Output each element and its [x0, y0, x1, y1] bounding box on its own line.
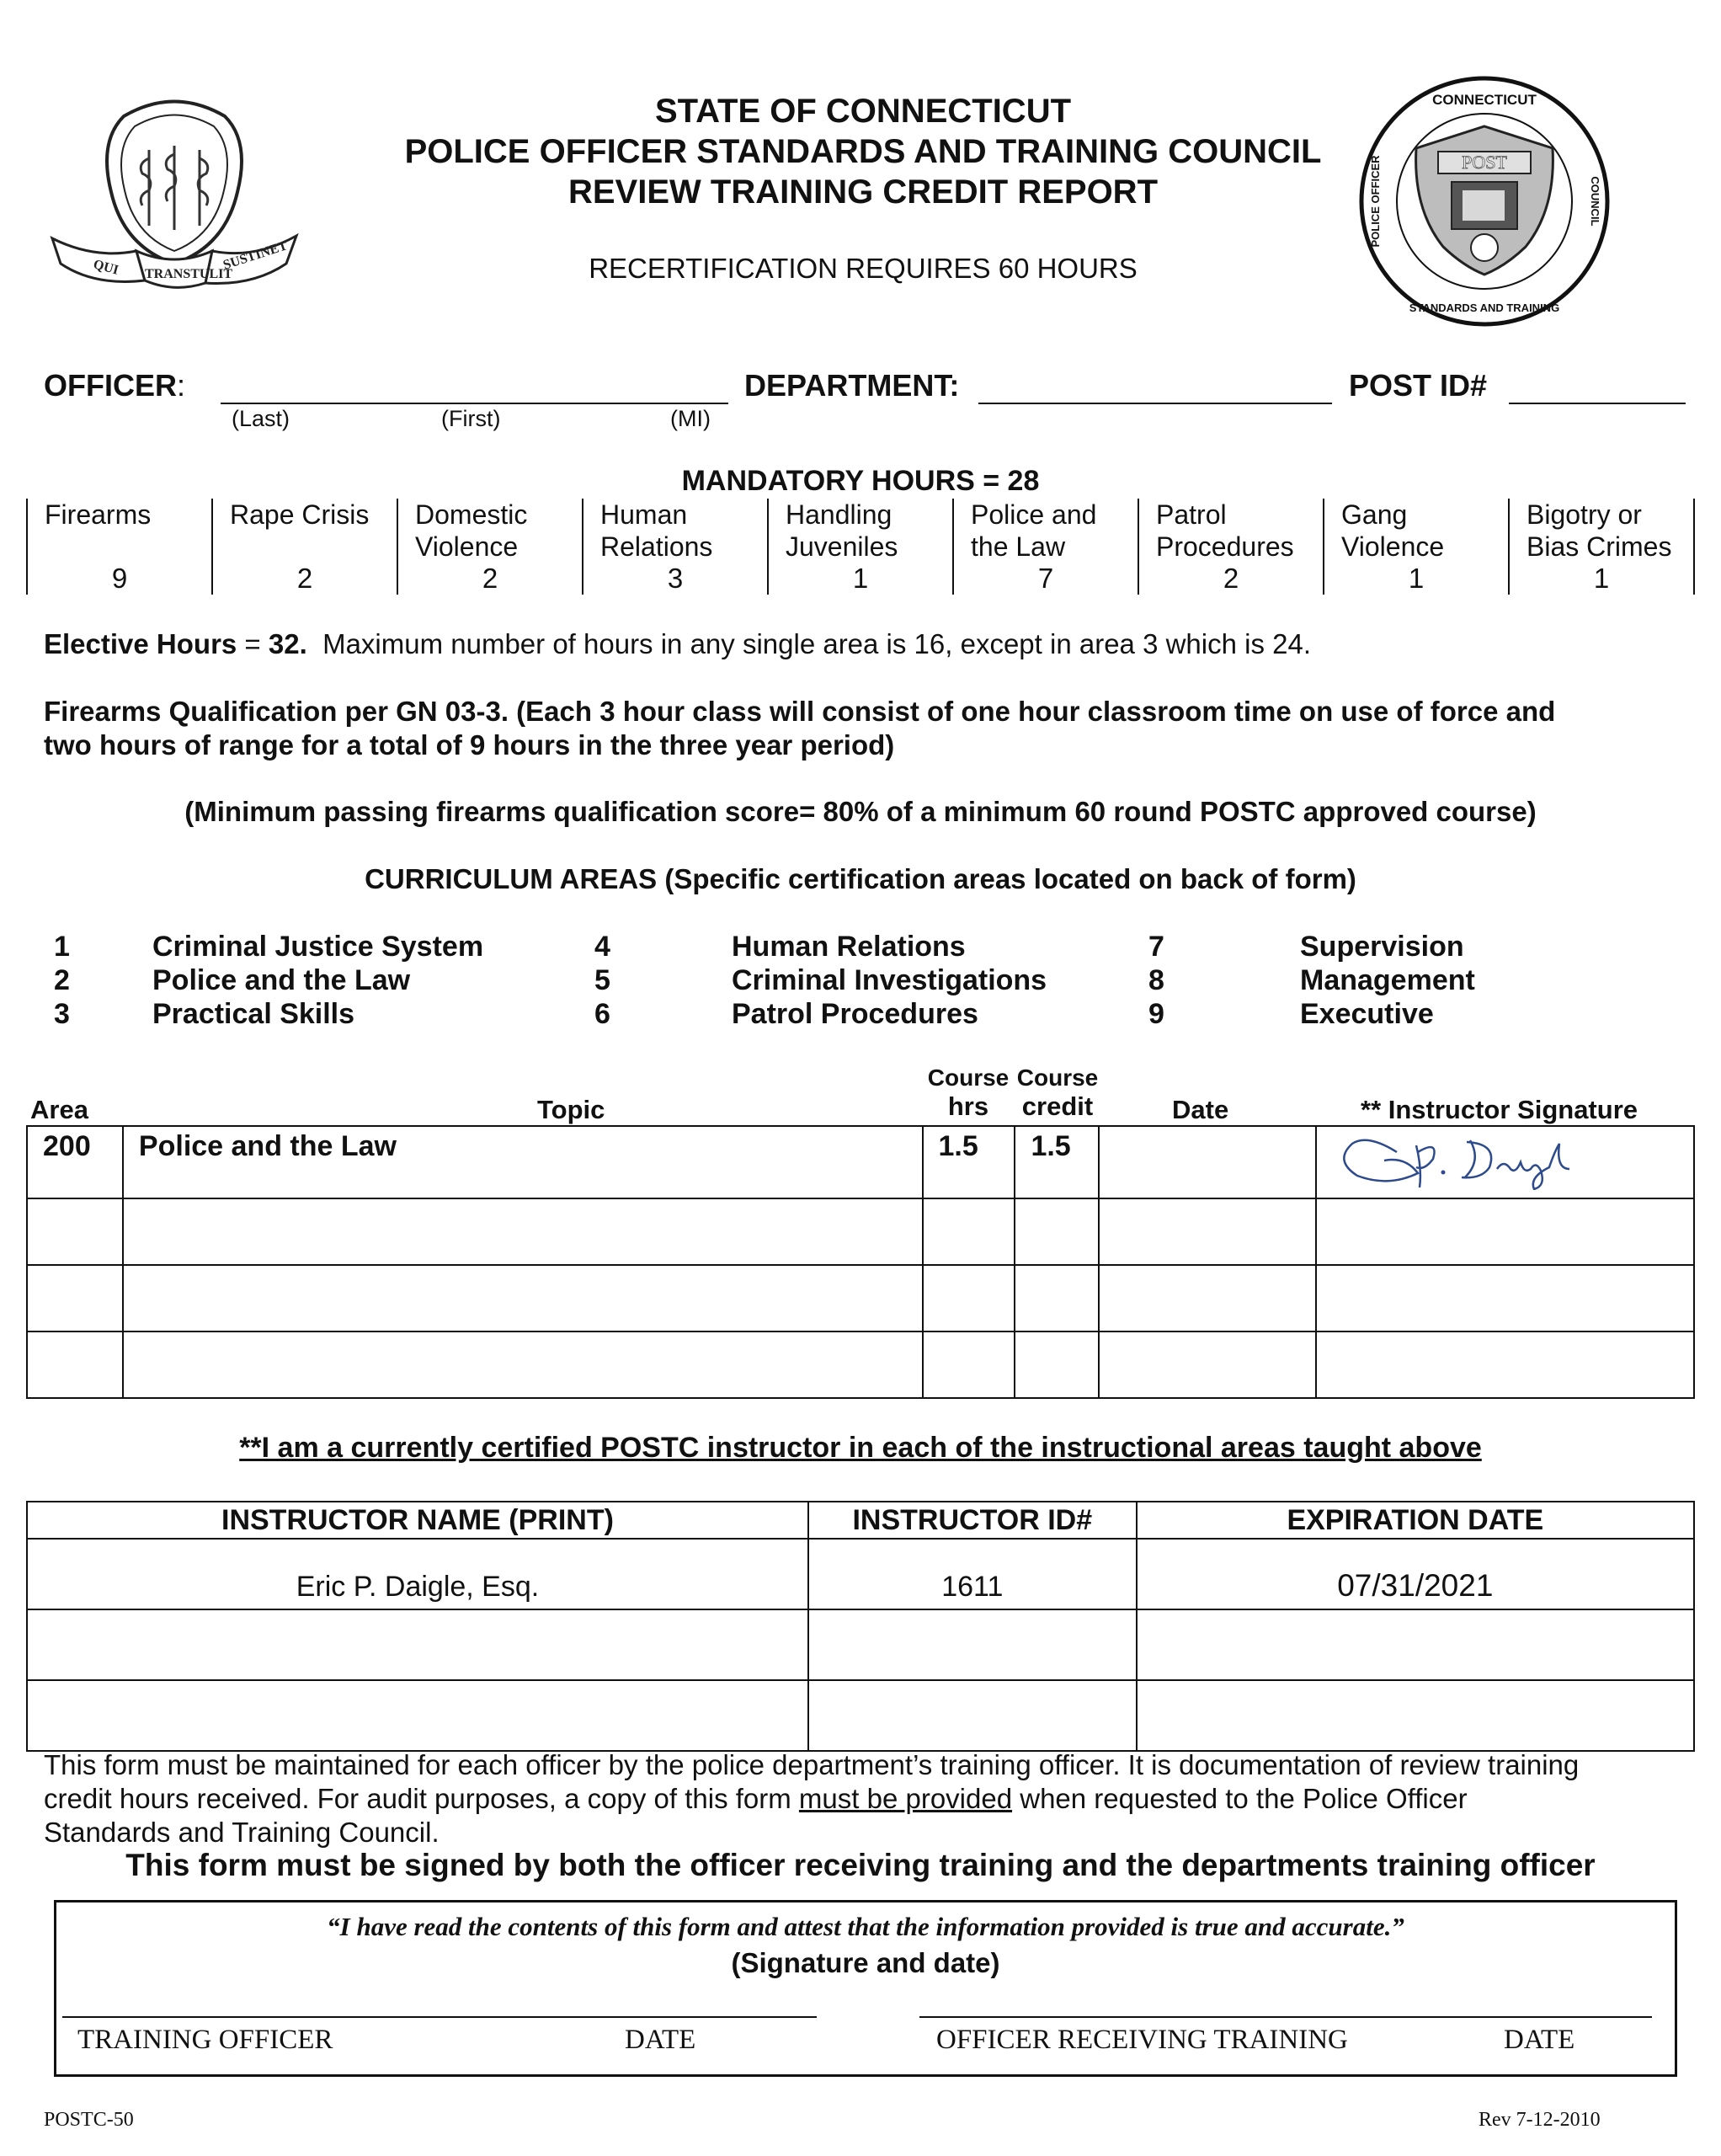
form-title [320, 91, 1406, 212]
credit-cell[interactable] [1015, 1198, 1099, 1265]
col-header-course-hrs: Course hrs [927, 1065, 1010, 1121]
officer-receiving-signature-line[interactable] [919, 2016, 1652, 2018]
revision-date: Rev 7-12-2010 [1479, 2109, 1601, 2131]
table-row [27, 1609, 1694, 1680]
post-id-field[interactable] [1509, 403, 1686, 404]
signature-cell[interactable] [1316, 1265, 1694, 1331]
instructor-table [26, 1501, 1695, 1752]
expiration-date-cell[interactable] [1137, 1609, 1694, 1680]
instructor-signature [1317, 1127, 1692, 1190]
officer-name-field[interactable] [221, 403, 728, 404]
date-cell[interactable] [1099, 1198, 1316, 1265]
instructor-id-cell[interactable]: 1611 [808, 1539, 1137, 1609]
instructor-id-cell[interactable] [808, 1609, 1137, 1680]
mandatory-cell: Gang Violence 1 [1323, 499, 1508, 595]
attestation-quote: “I have read the contents of this form and attest that the information provided is true and accurate.” [327, 1912, 1404, 1941]
post-seal-left: POLICE OFFICER [1369, 155, 1382, 248]
col-header-date: Date [1172, 1095, 1229, 1124]
expiration-date-cell[interactable] [1137, 1680, 1694, 1751]
credit-cell[interactable]: 1.5 [1015, 1126, 1099, 1198]
mandatory-cell: Human Relations 3 [582, 499, 767, 595]
hrs-cell[interactable] [923, 1198, 1015, 1265]
signature-cell[interactable] [1316, 1126, 1694, 1198]
post-id-label: POST ID# [1349, 368, 1488, 403]
hrs-cell[interactable] [923, 1265, 1015, 1331]
curriculum-names-col1: Criminal Justice System Police and the Law Practical Skills [152, 931, 484, 1030]
mandatory-cell: Rape Crisis 2 [211, 499, 397, 595]
mandatory-cell: Domestic Violence 2 [397, 499, 582, 595]
expiration-date-cell[interactable]: 07/31/2021 [1137, 1539, 1694, 1609]
credit-cell[interactable] [1015, 1331, 1099, 1398]
mandatory-cell: Handling Juveniles 1 [767, 499, 952, 595]
instructor-header-row [27, 1502, 1694, 1539]
post-seal-center: POST [1462, 152, 1507, 173]
table-row [27, 1265, 1694, 1331]
post-seal-right: COUNCIL [1589, 176, 1601, 227]
col-header-topic: Topic [537, 1095, 605, 1124]
signature-requirement-note: This form must be signed by both the officer receiving training and the departments training officer [125, 1848, 1596, 1882]
topic-cell[interactable] [123, 1331, 923, 1398]
title-line-1: STATE OF CONNECTICUT [654, 93, 1072, 130]
training-officer-date-label: DATE [625, 2025, 696, 2055]
date-cell[interactable] [1099, 1331, 1316, 1398]
instructor-id-header: INSTRUCTOR ID# [808, 1502, 1137, 1539]
signature-cell[interactable] [1316, 1331, 1694, 1398]
mandatory-hours-title: MANDATORY HOURS = 28 [681, 465, 1040, 497]
instructor-name-cell[interactable] [27, 1680, 808, 1751]
title-line-3: REVIEW TRAINING CREDIT REPORT [567, 173, 1159, 211]
signature-and-date-label: (Signature and date) [731, 1947, 1000, 1978]
officer-last-hint: (Last) [232, 406, 290, 431]
officer-mi-hint: (MI) [670, 406, 711, 431]
instructor-name-cell[interactable]: Eric P. Daigle, Esq. [27, 1539, 808, 1609]
col-header-area: Area [30, 1095, 88, 1124]
col-header-course-credit: Course credit [1016, 1065, 1099, 1121]
maintenance-notice: This form must be maintained for each officer by the police department’s training officer. It is documentation of review training credit hours received. For audit purposes, a copy of this form must be provided when requested to the Police Officer Standards and Training Council. [44, 1749, 1580, 1848]
certified-instructor-statement: **I am a currently certified POSTC instructor in each of the instructional areas taught above [239, 1432, 1482, 1464]
department-field[interactable] [978, 403, 1332, 404]
title-line-2: POLICE OFFICER STANDARDS AND TRAINING COUNCIL [404, 133, 1322, 170]
min-passing-score-note: (Minimum passing firearms qualification score= 80% of a minimum 60 round POSTC approved course) [184, 796, 1537, 827]
seal-motto-sustinet: SUSTINET [221, 238, 290, 273]
officer-receiving-date-label: DATE [1504, 2025, 1575, 2055]
department-label: DEPARTMENT: [744, 368, 960, 403]
col-header-signature: ** Instructor Signature [1361, 1095, 1638, 1124]
recert-requirement: RECERTIFICATION REQUIRES 60 HOURS [589, 253, 1138, 284]
curriculum-areas-title: CURRICULUM AREAS (Specific certification areas located on back of form) [365, 863, 1356, 894]
credit-cell[interactable] [1015, 1265, 1099, 1331]
table-row [27, 1198, 1694, 1265]
officer-label: OFFICER: [44, 368, 186, 403]
curriculum-names-col3: Supervision Management Executive [1300, 931, 1475, 1030]
curriculum-nums-col3: 7 8 9 [1148, 931, 1164, 1030]
mandatory-cell: Police and the Law 7 [952, 499, 1138, 595]
table-row [27, 1331, 1694, 1398]
mandatory-cell: Bigotry or Bias Crimes 1 [1508, 499, 1695, 595]
topic-cell[interactable]: Police and the Law [123, 1126, 923, 1198]
topic-cell[interactable] [123, 1265, 923, 1331]
date-cell[interactable] [1099, 1126, 1316, 1198]
table-row [27, 1126, 1694, 1198]
mandatory-cell: Patrol Procedures 2 [1138, 499, 1323, 595]
curriculum-nums-col1: 1 2 3 [54, 931, 70, 1030]
hrs-cell[interactable]: 1.5 [923, 1126, 1015, 1198]
expiration-date-header: EXPIRATION DATE [1137, 1502, 1694, 1539]
curriculum-names-col2: Human Relations Criminal Investigations Patrol Procedures [732, 931, 1047, 1030]
seal-motto-transtulit: TRANSTULIT [145, 267, 233, 281]
instructor-name-cell[interactable] [27, 1609, 808, 1680]
area-cell[interactable] [27, 1198, 123, 1265]
elective-hours-note: Elective Hours = 32. Maximum number of hours in any single area is 16, except in area 3 which is 24. [44, 628, 1312, 659]
date-cell[interactable] [1099, 1265, 1316, 1331]
mandatory-hours-grid [26, 499, 1695, 595]
mandatory-cell: Firearms 9 [26, 499, 211, 595]
area-cell[interactable] [27, 1265, 123, 1331]
officer-receiving-label: OFFICER RECEIVING TRAINING [936, 2025, 1348, 2055]
officer-first-hint: (First) [441, 406, 501, 431]
table-row [27, 1680, 1694, 1751]
instructor-name-header: INSTRUCTOR NAME (PRINT) [27, 1502, 808, 1539]
table-row [27, 1539, 1694, 1609]
training-officer-signature-line[interactable] [62, 2016, 817, 2018]
seal-motto-qui: QUI [91, 257, 120, 278]
training-credit-table [26, 1125, 1695, 1399]
area-cell[interactable] [27, 1331, 123, 1398]
topic-cell[interactable] [123, 1198, 923, 1265]
form-id: POSTC-50 [44, 2109, 134, 2131]
instructor-id-cell[interactable] [808, 1680, 1137, 1751]
signature-cell[interactable] [1316, 1198, 1694, 1265]
area-cell[interactable]: 200 [27, 1126, 123, 1198]
curriculum-nums-col2: 4 5 6 [594, 931, 610, 1030]
state-seal [44, 91, 305, 302]
post-seal-top: CONNECTICUT [1432, 92, 1537, 108]
firearms-qualification-note: Firearms Qualification per GN 03-3. (Each 3 hour class will consist of one hour classroom time on use of force and two hours of range for a total of 9 hours in the three year period) [44, 696, 1556, 760]
training-officer-label: TRAINING OFFICER [77, 2025, 333, 2055]
hrs-cell[interactable] [923, 1331, 1015, 1398]
post-seal-bottom: STANDARDS AND TRAINING [1409, 302, 1560, 314]
